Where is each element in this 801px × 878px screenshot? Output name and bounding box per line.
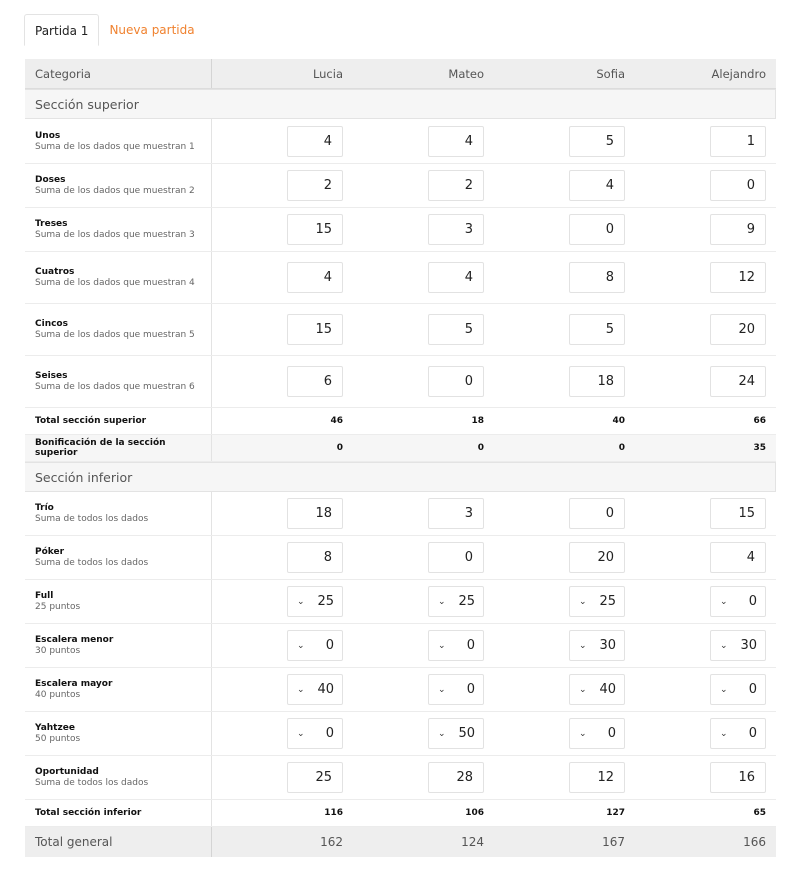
chevron-down-icon: ⌄	[297, 640, 305, 651]
upper-total-label: Total sección superior	[25, 408, 212, 434]
score-input[interactable]: 25	[287, 762, 343, 793]
score-input[interactable]: 18	[569, 366, 625, 397]
score-input[interactable]: 1	[710, 126, 766, 157]
score-input[interactable]: 12	[569, 762, 625, 793]
score-select-value: 0	[748, 726, 757, 741]
category-name: Escalera mayor	[35, 679, 113, 689]
chevron-down-icon: ⌄	[579, 596, 587, 607]
header-category-label: Categoria	[35, 66, 91, 81]
category-description: Suma de todos los dados	[35, 778, 149, 788]
score-input[interactable]: 20	[569, 542, 625, 573]
score-input[interactable]: 5	[428, 314, 484, 345]
upper-total-value: 40	[612, 416, 625, 426]
score-cell	[494, 536, 635, 579]
score-input[interactable]: 12	[710, 262, 766, 293]
score-cell	[635, 624, 776, 667]
chevron-down-icon: ⌄	[579, 728, 587, 739]
score-select-value: 40	[317, 682, 334, 697]
chevron-down-icon: ⌄	[720, 596, 728, 607]
upper-bonus-value: 35	[753, 443, 766, 453]
section-upper-title: Sección superior	[25, 89, 776, 119]
category-label	[25, 252, 212, 303]
category-name: Póker	[35, 547, 65, 557]
grand-total-value: 124	[461, 835, 484, 849]
chevron-down-icon: ⌄	[579, 684, 587, 695]
category-description: Suma de los dados que muestran 2	[35, 186, 195, 196]
score-select-value: 25	[317, 594, 334, 609]
score-select[interactable]	[710, 718, 766, 749]
score-select[interactable]	[428, 718, 484, 749]
chevron-down-icon: ⌄	[720, 728, 728, 739]
score-cell	[353, 580, 494, 623]
score-input[interactable]: 4	[710, 542, 766, 573]
score-cell	[635, 119, 776, 163]
score-cell	[635, 536, 776, 579]
score-cell	[494, 208, 635, 251]
chevron-down-icon: ⌄	[720, 684, 728, 695]
score-cell	[494, 252, 635, 303]
grand-total-value: 167	[602, 835, 625, 849]
chevron-down-icon: ⌄	[438, 684, 446, 695]
score-cell	[353, 304, 494, 355]
score-cell	[212, 624, 353, 667]
table-row	[25, 536, 776, 580]
lower-total-value: 116	[324, 808, 343, 818]
header-player: Lucia	[312, 66, 343, 81]
category-label	[25, 356, 212, 407]
chevron-down-icon: ⌄	[438, 640, 446, 651]
score-input[interactable]: 3	[428, 214, 484, 245]
upper-total-value: 18	[471, 416, 484, 426]
score-cell	[635, 356, 776, 407]
score-select-value: 0	[607, 726, 616, 741]
upper-bonus-value: 0	[477, 443, 484, 453]
score-select-value: 30	[599, 638, 616, 653]
category-description: Suma de los dados que muestran 4	[35, 278, 195, 288]
lower-total-row	[25, 800, 776, 827]
score-cell	[212, 164, 353, 207]
score-input[interactable]: 6	[287, 366, 343, 397]
category-name: Treses	[35, 219, 68, 229]
score-select-value: 0	[466, 682, 475, 697]
score-input[interactable]: 0	[428, 542, 484, 573]
header-category	[25, 59, 212, 88]
score-select[interactable]	[287, 630, 343, 661]
score-cell	[353, 712, 494, 755]
table-row	[25, 756, 776, 800]
score-cell	[635, 668, 776, 711]
grand-total-value: 162	[320, 835, 343, 849]
category-label	[25, 536, 212, 579]
score-select-value: 0	[748, 594, 757, 609]
table-row	[25, 580, 776, 624]
score-select[interactable]	[710, 630, 766, 661]
score-sheet	[25, 59, 776, 857]
score-input[interactable]: 4	[569, 170, 625, 201]
tab-nueva-partida[interactable]: Nueva partida	[109, 23, 195, 37]
upper-total-value: 46	[330, 416, 343, 426]
chevron-down-icon: ⌄	[579, 640, 587, 651]
score-cell	[635, 252, 776, 303]
table-row	[25, 668, 776, 712]
upper-total-row	[25, 408, 776, 435]
table-row	[25, 624, 776, 668]
score-input[interactable]: 15	[287, 314, 343, 345]
category-label	[25, 164, 212, 207]
category-name: Unos	[35, 130, 61, 141]
score-cell	[635, 492, 776, 535]
score-cell	[212, 119, 353, 163]
score-cell	[212, 252, 353, 303]
category-description: 25 puntos	[35, 602, 81, 612]
score-input[interactable]: 3	[428, 498, 484, 529]
score-select[interactable]	[710, 586, 766, 617]
category-name: Trío	[35, 503, 54, 513]
category-name: Cuatros	[35, 267, 75, 277]
score-input[interactable]: 24	[710, 366, 766, 397]
chevron-down-icon: ⌄	[438, 596, 446, 607]
category-description: Suma de todos los dados	[35, 558, 149, 568]
score-cell	[494, 304, 635, 355]
header-player: Sofia	[596, 66, 625, 81]
score-cell	[494, 119, 635, 163]
upper-bonus-value: 0	[618, 443, 625, 453]
chevron-down-icon: ⌄	[297, 596, 305, 607]
lower-total-value: 106	[465, 808, 484, 818]
category-description: Suma de los dados que muestran 1	[35, 141, 195, 152]
score-cell	[353, 208, 494, 251]
chevron-down-icon: ⌄	[297, 684, 305, 695]
score-select-value: 0	[325, 638, 334, 653]
score-cell	[635, 712, 776, 755]
tab-partida-1[interactable]: Partida 1	[24, 14, 99, 46]
category-name: Oportunidad	[35, 767, 99, 777]
table-row	[25, 356, 776, 408]
section-lower-title: Sección inferior	[25, 462, 776, 492]
category-label	[25, 756, 212, 799]
score-select[interactable]	[569, 586, 625, 617]
score-select-value: 0	[466, 638, 475, 653]
score-cell	[494, 668, 635, 711]
score-select[interactable]	[287, 718, 343, 749]
table-header	[25, 59, 776, 89]
score-select-value: 25	[599, 594, 616, 609]
score-input[interactable]: 5	[569, 314, 625, 345]
score-input[interactable]: 0	[710, 170, 766, 201]
table-row	[25, 164, 776, 208]
chevron-down-icon: ⌄	[720, 640, 728, 651]
lower-total-value: 65	[753, 808, 766, 818]
score-cell	[635, 580, 776, 623]
score-select-value: 0	[748, 682, 757, 697]
header-player: Alejandro	[711, 66, 766, 81]
lower-total-label: Total sección inferior	[25, 800, 212, 826]
category-name: Seises	[35, 371, 68, 381]
score-select[interactable]	[569, 718, 625, 749]
chevron-down-icon: ⌄	[297, 728, 305, 739]
table-row	[25, 492, 776, 536]
category-label	[25, 580, 212, 623]
score-select-value: 25	[458, 594, 475, 609]
category-label	[25, 668, 212, 711]
upper-bonus-row	[25, 435, 776, 462]
score-input[interactable]: 28	[428, 762, 484, 793]
category-label	[25, 492, 212, 535]
score-input[interactable]: 4	[287, 262, 343, 293]
category-label	[25, 304, 212, 355]
grand-total-value: 166	[743, 835, 766, 849]
score-cell	[212, 356, 353, 407]
score-cell	[212, 208, 353, 251]
score-input[interactable]: 4	[428, 262, 484, 293]
category-name: Doses	[35, 175, 66, 185]
score-cell	[635, 756, 776, 799]
grand-total-row	[25, 827, 776, 857]
score-input[interactable]: 4	[287, 126, 343, 157]
lower-rows	[25, 492, 776, 800]
score-cell	[353, 252, 494, 303]
score-input[interactable]: 15	[710, 498, 766, 529]
score-cell	[494, 492, 635, 535]
score-select-value: 40	[599, 682, 616, 697]
score-cell	[353, 756, 494, 799]
category-description: Suma de los dados que muestran 3	[35, 230, 195, 240]
category-description: Suma de todos los dados	[35, 514, 149, 524]
score-cell	[353, 536, 494, 579]
score-select[interactable]	[428, 630, 484, 661]
score-cell	[212, 304, 353, 355]
score-cell	[494, 356, 635, 407]
category-description: Suma de los dados que muestran 5	[35, 330, 195, 340]
upper-bonus-value: 0	[336, 443, 343, 453]
score-cell	[212, 580, 353, 623]
score-cell	[635, 164, 776, 207]
score-input[interactable]: 0	[569, 214, 625, 245]
score-select[interactable]	[287, 586, 343, 617]
category-label	[25, 208, 212, 251]
score-cell	[494, 164, 635, 207]
upper-rows	[25, 119, 776, 408]
score-select[interactable]	[428, 674, 484, 705]
game-tabs	[24, 14, 205, 46]
score-cell	[635, 304, 776, 355]
score-select-value: 50	[458, 726, 475, 741]
category-name: Escalera menor	[35, 635, 114, 645]
score-input[interactable]: 20	[710, 314, 766, 345]
category-name: Cincos	[35, 319, 68, 329]
score-select[interactable]	[569, 630, 625, 661]
score-cell	[494, 712, 635, 755]
score-input[interactable]: 8	[569, 262, 625, 293]
score-input[interactable]: 9	[710, 214, 766, 245]
table-row	[25, 208, 776, 252]
score-cell	[212, 536, 353, 579]
category-description: 30 puntos	[35, 646, 81, 656]
score-cell	[353, 164, 494, 207]
table-row	[25, 712, 776, 756]
lower-total-value: 127	[606, 808, 625, 818]
score-input[interactable]: 8	[287, 542, 343, 573]
category-description: 50 puntos	[35, 734, 81, 744]
score-select[interactable]	[428, 586, 484, 617]
score-cell	[494, 624, 635, 667]
upper-total-value: 66	[753, 416, 766, 426]
score-cell	[353, 492, 494, 535]
category-name: Yahtzee	[35, 723, 75, 733]
score-input[interactable]: 0	[569, 498, 625, 529]
category-description: Suma de los dados que muestran 6	[35, 382, 195, 392]
score-cell	[212, 756, 353, 799]
category-label	[25, 712, 212, 755]
score-input[interactable]: 18	[287, 498, 343, 529]
score-input[interactable]: 2	[428, 170, 484, 201]
score-cell	[353, 119, 494, 163]
table-row	[25, 119, 776, 164]
category-name: Full	[35, 591, 54, 601]
score-input[interactable]: 5	[569, 126, 625, 157]
score-cell	[494, 756, 635, 799]
score-input[interactable]: 15	[287, 214, 343, 245]
grand-total-label: Total general	[25, 827, 212, 857]
table-row	[25, 252, 776, 304]
score-select[interactable]	[287, 674, 343, 705]
score-input[interactable]: 16	[710, 762, 766, 793]
score-input[interactable]: 0	[428, 366, 484, 397]
score-cell	[212, 668, 353, 711]
score-cell	[212, 712, 353, 755]
score-input[interactable]: 4	[428, 126, 484, 157]
score-select-value: 30	[740, 638, 757, 653]
score-cell	[353, 668, 494, 711]
score-select[interactable]	[569, 674, 625, 705]
score-select[interactable]	[710, 674, 766, 705]
category-label	[25, 624, 212, 667]
score-cell	[212, 492, 353, 535]
score-cell	[353, 356, 494, 407]
table-row	[25, 304, 776, 356]
score-cell	[494, 580, 635, 623]
score-cell	[353, 624, 494, 667]
header-player: Mateo	[448, 66, 484, 81]
upper-bonus-label: Bonificación de la sección superior	[25, 435, 212, 461]
score-cell	[635, 208, 776, 251]
category-description: 40 puntos	[35, 690, 81, 700]
chevron-down-icon: ⌄	[438, 728, 446, 739]
score-input[interactable]: 2	[287, 170, 343, 201]
category-label	[25, 119, 212, 163]
score-select-value: 0	[325, 726, 334, 741]
